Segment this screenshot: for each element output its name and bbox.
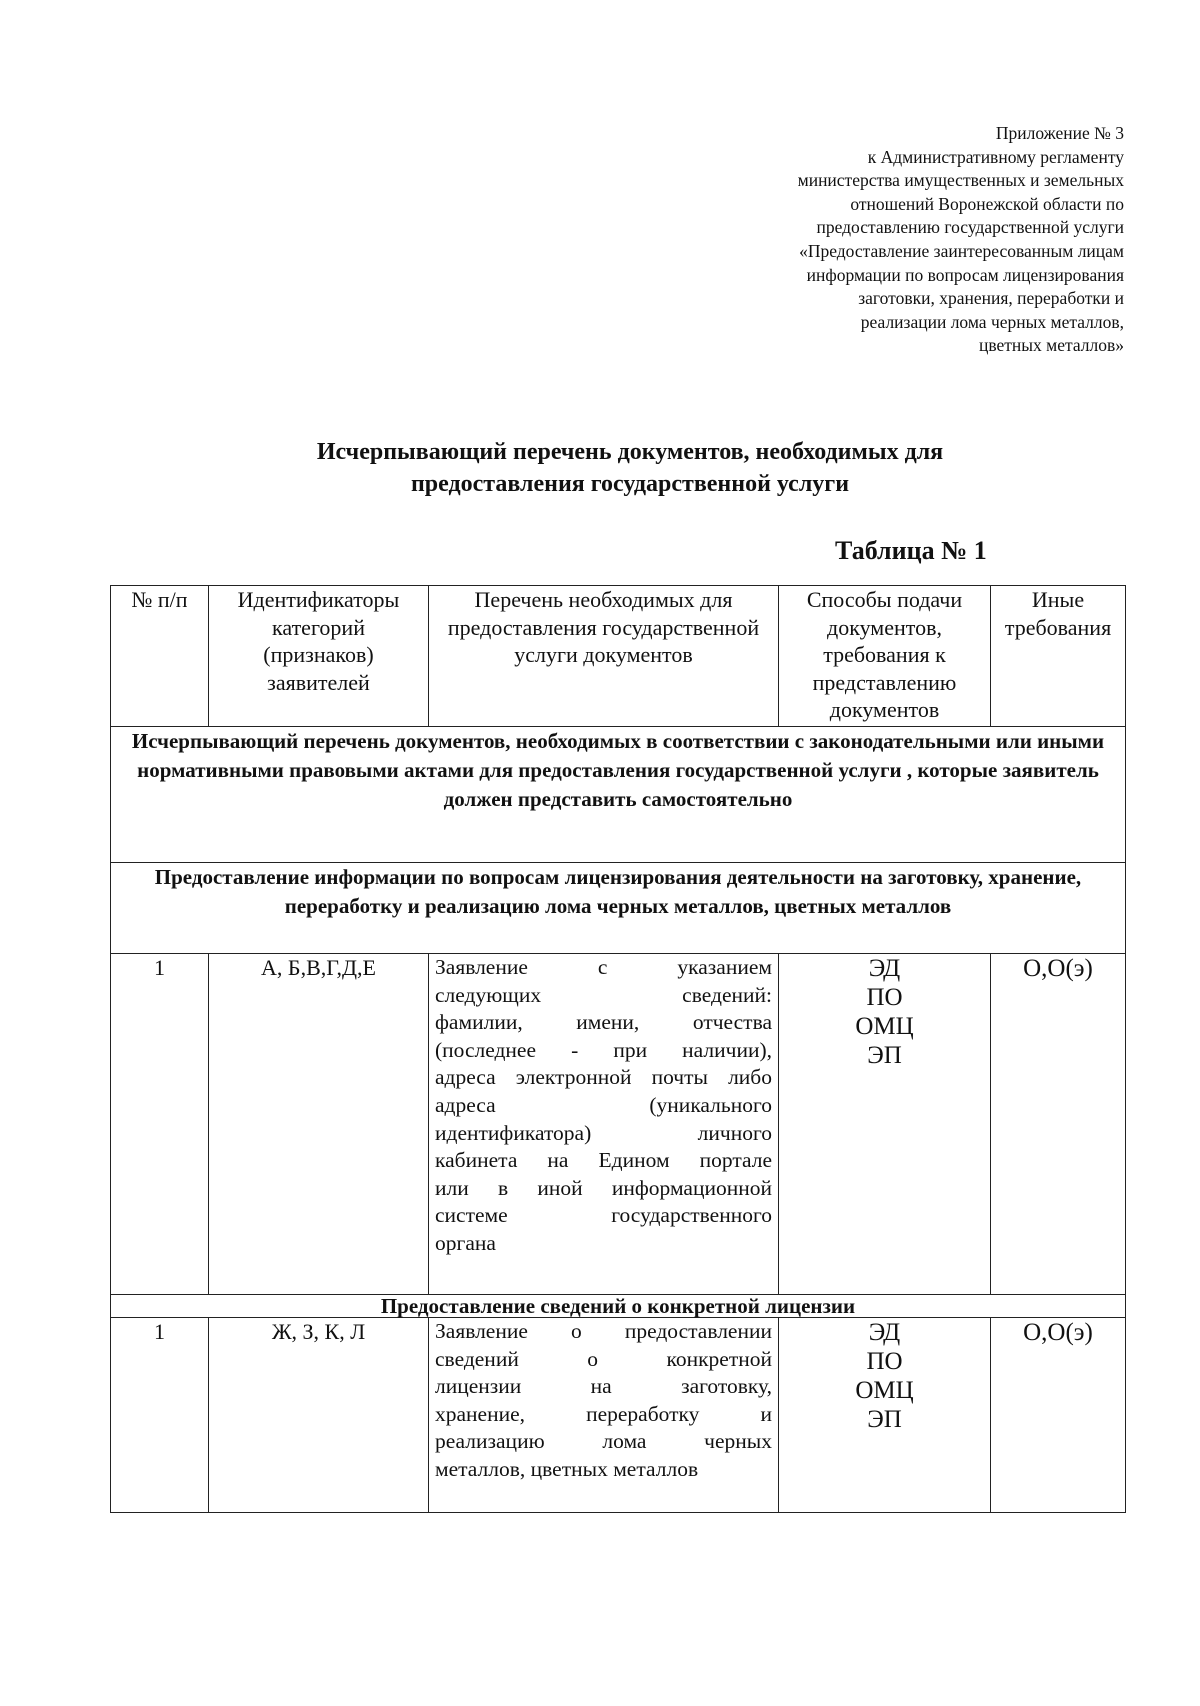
method-code: ПО — [866, 1348, 903, 1375]
table-row — [111, 1318, 1126, 1513]
appendix-line: отношений Воронежской области по — [850, 193, 1124, 214]
method-code: ЭД — [868, 955, 901, 982]
row-number: 1 — [111, 1318, 209, 1513]
method-code: ЭП — [867, 1406, 902, 1433]
method-code: ОМЦ — [855, 1377, 914, 1404]
doc-line: хранение, переработку и — [435, 1401, 772, 1426]
row-number: 1 — [111, 954, 209, 1295]
header-applicant-ids: Идентификаторы категорий (признаков) заявителей — [209, 586, 429, 727]
appendix-block — [704, 122, 1124, 358]
appendix-line: заготовки, хранения, переработки и — [858, 288, 1124, 309]
appendix-line: министерства имущественных и земельных — [797, 170, 1124, 191]
document-title — [130, 436, 1130, 500]
method-code: ЭД — [868, 1319, 901, 1346]
doc-line: реализацию лома черных — [435, 1429, 772, 1454]
doc-line: (последнее - при наличии), — [435, 1037, 772, 1062]
title-line-1: Исчерпывающий перечень документов, необходимых для — [316, 439, 944, 465]
row-document — [429, 954, 779, 1295]
header-documents: Перечень необходимых для предоставления государственной услуги документов — [429, 586, 779, 727]
method-code: ПО — [866, 984, 903, 1011]
doc-line: следующих сведений: — [435, 982, 772, 1007]
section-specific-license: Предоставление сведений о конкретной лицензии — [111, 1295, 1126, 1318]
section-licensing-info: Предоставление информации по вопросам лицензирования деятельности на заготовку, хранение, переработку и реализацию лома черных металлов, цветных металлов — [111, 863, 1126, 954]
doc-line: системе государственного — [435, 1203, 772, 1228]
doc-line: металлов, цветных металлов — [435, 1456, 699, 1481]
row-applicant-ids: А, Б,В,Г,Д,Е — [209, 954, 429, 1295]
appendix-line: к Административному регламенту — [867, 146, 1124, 167]
method-code: ЭП — [867, 1042, 902, 1069]
documents-table — [110, 585, 1126, 1513]
row-document — [429, 1318, 779, 1513]
appendix-line: предоставлению государственной услуги — [816, 217, 1124, 238]
row-applicant-ids: Ж, З, К, Л — [209, 1318, 429, 1513]
section-row — [111, 1295, 1126, 1318]
appendix-line: «Предоставление заинтересованным лицам — [799, 240, 1124, 261]
section-row — [111, 727, 1126, 863]
doc-line: адреса (уникального — [435, 1092, 772, 1117]
row-submission-methods — [779, 1318, 991, 1513]
appendix-line: цветных металлов» — [978, 335, 1124, 356]
header-other-requirements: Иные требования — [991, 586, 1126, 727]
title-line-2: предоставления государственной услуги — [410, 471, 850, 497]
row-submission-methods — [779, 954, 991, 1295]
doc-line: идентификатора) личного — [435, 1120, 772, 1145]
header-submission-methods: Способы подачи документов, требования к представлению документов — [779, 586, 991, 727]
section-exhaustive-list: Исчерпывающий перечень документов, необходимых в соответствии с законодательными или иными нормативными правовыми актами для предоставления государственной услуги , которые заявитель должен представить самостоятельно — [111, 727, 1126, 863]
doc-line: сведений о конкретной — [435, 1346, 772, 1371]
appendix-line: информации по вопросам лицензирования — [806, 264, 1124, 285]
doc-line: органа — [435, 1230, 496, 1255]
doc-line: лицензии на заготовку, — [435, 1374, 772, 1399]
doc-line: кабинета на Едином портале — [435, 1148, 772, 1173]
table-label: Таблица № 1 — [835, 536, 987, 565]
doc-line: Заявление о предоставлении — [435, 1319, 772, 1343]
section-row — [111, 863, 1126, 954]
doc-line: или в иной информационной — [435, 1175, 772, 1200]
doc-line: адреса электронной почты либо — [435, 1065, 772, 1090]
header-number: № п/п — [111, 586, 209, 727]
table-header-row — [111, 586, 1126, 727]
method-code: ОМЦ — [855, 1013, 914, 1040]
table-row — [111, 954, 1126, 1295]
row-other-requirements: О,О(э) — [991, 1318, 1126, 1513]
appendix-line: Приложение № 3 — [995, 123, 1124, 143]
row-other-requirements: О,О(э) — [991, 954, 1126, 1295]
doc-line: Заявление с указанием — [435, 955, 772, 979]
doc-line: фамилии, имени, отчества — [435, 1010, 772, 1035]
appendix-line: реализации лома черных металлов, — [860, 311, 1124, 332]
